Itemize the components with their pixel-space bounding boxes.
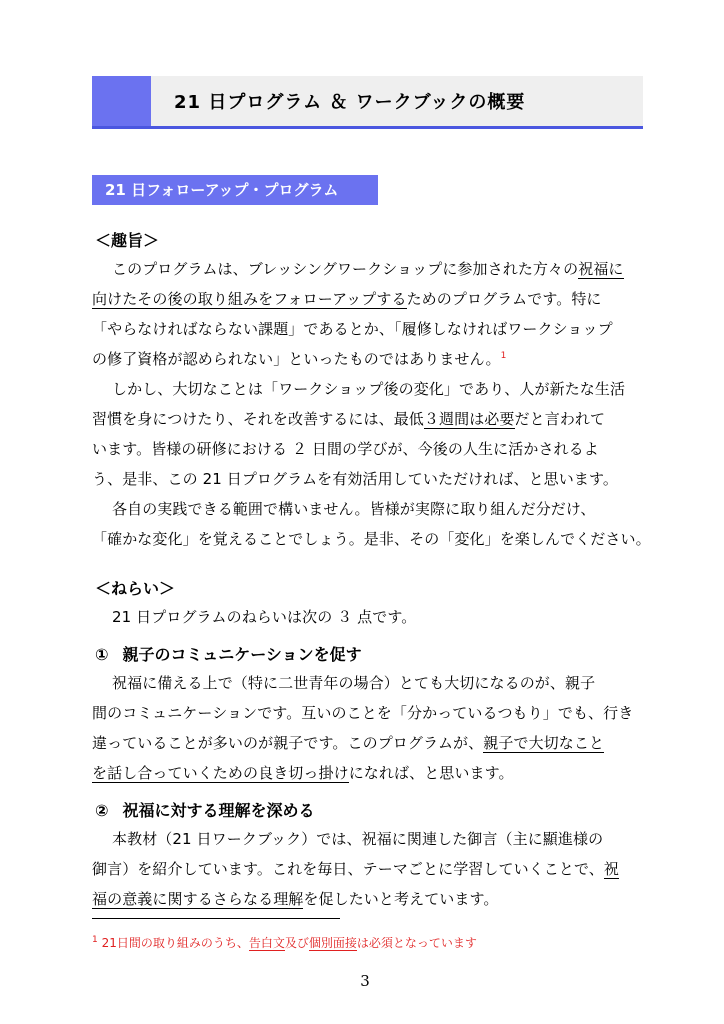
gist-line-9: 各自の実践できる範囲で構いません。皆様が実際に取り組んだ分だけ、 [112, 500, 596, 518]
point1-line-2: 間のコミュニケーションです。互いのことを「分かっているつもり」でも、行き [92, 704, 634, 722]
gist-line-8: う、是非、この 21 日プログラムを有効活用していただければ、と思います。 [92, 470, 618, 488]
title-accent-block [92, 76, 151, 126]
text: を促したいと考えています。 [303, 890, 499, 908]
underlined-text: 親子で大切なこと [483, 734, 605, 752]
footnote-text: 21日間の取り組みのうち、 [101, 936, 249, 950]
underlined-text: 祝福に [578, 260, 624, 278]
footnote-underlined: 告白文 [248, 936, 285, 950]
footnote-text: は必須となっています [356, 936, 477, 950]
point2-number: ② [95, 801, 109, 820]
text: の修了資格が認められない」といったものではありません。 [92, 350, 501, 368]
text: だと言われて [514, 410, 606, 428]
title-banner [92, 76, 643, 129]
aim-intro: 21 日プログラムのねらいは次の ３ 点です。 [112, 608, 417, 626]
page-number: 3 [360, 972, 370, 990]
footnote-ref: 1 [500, 351, 507, 361]
gist-line-3: 「やらなければならない課題」であるとか、「履修しなければワークショップ [92, 320, 613, 338]
page-title: 21 日プログラム ＆ ワークブックの概要 [174, 92, 526, 113]
footnote [92, 934, 477, 951]
point1-line-1: 祝福に備える上で（特に二世青年の場合）とても大切になるのが、親子 [112, 674, 596, 692]
gist-line-10: 「確かな変化」を覚えることでしょう。是非、その「変化」を楽しんでください。 [92, 530, 651, 548]
aim-heading: ＜ねらい＞ [95, 579, 176, 598]
point1-line-3 [92, 732, 604, 753]
text: ためのプログラムです。特に [406, 290, 602, 308]
underlined-text: 福の意義に関するさらなる理解 [92, 890, 304, 908]
underlined-text: 向けたその後の取り組みをフォローアップする [92, 290, 407, 308]
footnote-text: 及び [284, 936, 309, 950]
text: 御言）を紹介しています。これを毎日、テーマごとに学習していくことで、 [92, 860, 604, 878]
gist-line-4 [92, 348, 506, 369]
point2-heading [95, 798, 315, 821]
text: このプログラムは、ブレッシングワークショップに参加された方々の [112, 260, 579, 278]
text: 習慣を身につけたり、それを改善するには、最低 [92, 410, 424, 428]
point2-title: 祝福に対する理解を深める [122, 801, 315, 820]
underlined-text: 祝 [603, 860, 620, 878]
underlined-text: を話し合っていくための良き切っ掛け [92, 764, 349, 782]
point2-line-1: 本教材（21 日ワークブック）では、祝福に関連した御言（主に顯進様の [112, 830, 604, 848]
footnote-number: 1 [92, 935, 98, 945]
gist-line-1 [112, 258, 624, 279]
point1-number: ① [95, 645, 109, 664]
gist-line-2 [92, 288, 602, 309]
point2-line-3 [92, 888, 499, 909]
footnote-divider [92, 918, 340, 919]
text: になれば、と思います。 [348, 764, 514, 782]
point1-heading [95, 642, 362, 665]
text: 違っていることが多いのが親子です。このプログラムが、 [92, 734, 484, 752]
footnote-underlined: 個別面接 [308, 936, 357, 950]
gist-line-6 [92, 408, 605, 429]
section-label: 21 日フォローアップ・プログラム [92, 175, 378, 205]
gist-line-5: しかし、大切なことは「ワークショップ後の変化」であり、人が新たな生活 [112, 380, 626, 398]
point1-title: 親子のコミュニケーションを促す [122, 645, 362, 664]
point1-line-4 [92, 762, 514, 783]
point2-line-2 [92, 858, 619, 879]
gist-line-7: います。皆様の研修における ２ 日間の学びが、今後の人生に活かされるよ [92, 440, 599, 458]
underlined-text: ３週間は必要 [423, 410, 515, 428]
gist-heading: ＜趣旨＞ [95, 231, 160, 250]
